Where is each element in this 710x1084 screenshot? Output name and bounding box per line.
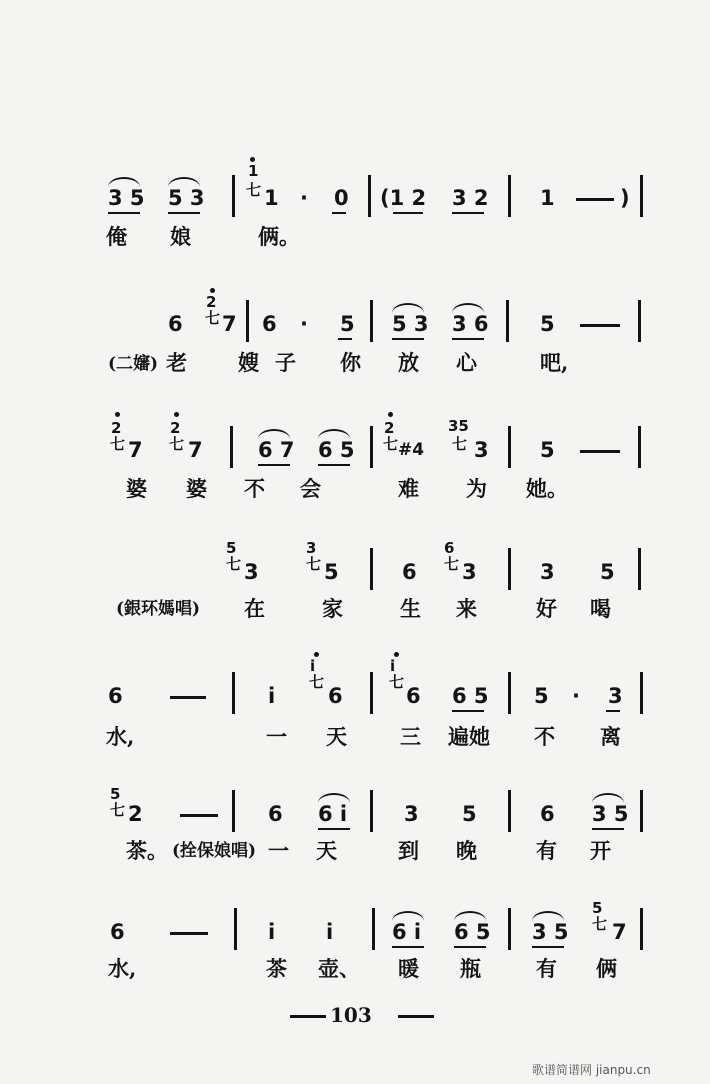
lyric: 会 [300, 476, 321, 501]
barline [508, 790, 511, 832]
grace-symbol: 七 [246, 181, 262, 199]
score-system-1 [0, 150, 710, 260]
lyric: 俺 [106, 224, 127, 249]
underline [258, 464, 290, 466]
note: 6 [110, 920, 125, 944]
note: 6 [540, 802, 555, 826]
barline [370, 300, 373, 342]
lyric: 老 [166, 350, 187, 375]
grace-symbol: 七 [383, 435, 399, 453]
sustain-dash [580, 324, 620, 327]
note: i [268, 684, 276, 708]
note: 1 [540, 186, 555, 210]
grace-note: i [390, 657, 396, 675]
barline [370, 426, 373, 468]
underline [318, 464, 350, 466]
page-number-rule-left [290, 1015, 326, 1018]
note-group: 3 5 [532, 920, 569, 944]
grace-note: 1 [248, 162, 259, 180]
grace-symbol: 七 [169, 435, 185, 453]
grace-symbol: 七 [389, 673, 405, 691]
grace-note: 3 [306, 539, 317, 557]
grace-note: 5 [226, 539, 237, 557]
barline [234, 908, 237, 950]
lyric: 茶。 [126, 838, 168, 863]
dot-extension: · [300, 312, 308, 336]
underline [393, 212, 423, 214]
barline [370, 548, 373, 590]
note: 6 [406, 684, 421, 708]
note: 6 [262, 312, 277, 336]
singer-role: (拴保娘唱) [172, 841, 257, 861]
lyric: 暖 [398, 956, 419, 981]
barline [232, 672, 235, 714]
barline [372, 908, 375, 950]
sustain-dash [576, 198, 614, 201]
lyric: 俩 [596, 956, 617, 981]
lyric: 三 [400, 724, 421, 749]
lyric: 在 [244, 596, 265, 621]
barline [508, 175, 511, 217]
dot-extension: · [300, 186, 308, 210]
note-group: 6 5 [318, 438, 355, 462]
note-group: 6 5 [452, 684, 489, 708]
barline [246, 300, 249, 342]
grace-note: 2 [111, 419, 122, 437]
lyric: 天 [316, 838, 337, 863]
underline [108, 212, 140, 214]
score-system-5 [0, 652, 710, 762]
note-group: 6 i [318, 802, 348, 826]
grace-note: 6 [444, 539, 455, 557]
grace-symbol: 七 [452, 435, 468, 453]
note: 3 [608, 684, 623, 708]
underline [592, 828, 624, 830]
lyric: 不 [534, 724, 555, 749]
underline [454, 946, 486, 948]
lyric: 有 [536, 956, 557, 981]
barline [508, 548, 511, 590]
barline [640, 908, 643, 950]
underline [452, 212, 484, 214]
score-system-2 [0, 288, 710, 398]
lyric: 嫂子 [238, 350, 312, 375]
grace-symbol: 七 [309, 673, 325, 691]
score-system-6 [0, 780, 710, 890]
lyric: 一 [266, 724, 287, 749]
lyric: 晚 [456, 838, 477, 863]
barline [640, 790, 643, 832]
note: 3 [244, 560, 259, 584]
lyric: 开 [590, 838, 611, 863]
sustain-dash [580, 450, 620, 453]
underline [452, 338, 484, 340]
lyric: 来 [456, 596, 477, 621]
note: 5 [534, 684, 549, 708]
grace-symbol: 七 [226, 555, 242, 573]
lyric: 壶、 [318, 956, 360, 981]
note: 3 [540, 560, 555, 584]
note: 5 [324, 560, 339, 584]
barline [638, 426, 641, 468]
grace-note: 2 [384, 419, 395, 437]
page-number: 103 [330, 1003, 372, 1027]
lyric: 不 [244, 476, 265, 501]
underline [606, 710, 620, 712]
barline [638, 548, 641, 590]
underline [332, 212, 346, 214]
sustain-dash [170, 696, 206, 699]
note: 6 [168, 312, 183, 336]
paren: ) [620, 186, 630, 210]
note: 5 [600, 560, 615, 584]
barline [640, 175, 643, 217]
barline [232, 175, 235, 217]
page-number-rule-right [398, 1015, 434, 1018]
score-system-3 [0, 412, 710, 522]
note-group: 3 6 [452, 312, 489, 336]
grace-symbol: 七 [205, 309, 221, 327]
note: 6 [402, 560, 417, 584]
sustain-dash [170, 932, 208, 935]
lyric: 吧, [540, 350, 569, 375]
grace-note: 2 [206, 293, 217, 311]
lyric: 有 [536, 838, 557, 863]
note: 6 [108, 684, 123, 708]
barline [368, 175, 371, 217]
note-group: 3 2 [452, 186, 489, 210]
lyric: 好 [536, 596, 557, 621]
lyric: 婆 [126, 476, 147, 501]
lyric: 茶 [266, 956, 287, 981]
underline [392, 338, 424, 340]
barline [508, 672, 511, 714]
high-dot [174, 412, 179, 417]
grace-symbol: 七 [592, 915, 608, 933]
barline [370, 790, 373, 832]
note: i [326, 920, 334, 944]
note: i [268, 920, 276, 944]
note: 2 [128, 802, 143, 826]
note-group: 5 3 [168, 186, 205, 210]
note-group: 3 5 [108, 186, 145, 210]
note: 6 [268, 802, 283, 826]
lyric: 天 [326, 724, 347, 749]
note-group: 6 7 [258, 438, 295, 462]
note: 1 [264, 186, 279, 210]
lyric: 离 [600, 724, 621, 749]
underline [452, 710, 484, 712]
lyric: 俩。 [258, 224, 300, 249]
lyric: 婆 [186, 476, 207, 501]
note: 7 [188, 438, 203, 462]
note-group: 5 3 [392, 312, 429, 336]
lyric: 到 [398, 838, 419, 863]
score-system-4 [0, 538, 710, 648]
barline [640, 672, 643, 714]
lyric: 难 [398, 476, 419, 501]
note: 3 [462, 560, 477, 584]
rest: 0 [334, 186, 349, 210]
barline [508, 908, 511, 950]
underline [318, 828, 350, 830]
lyric: 一 [268, 838, 289, 863]
note-group: (1 2 [380, 186, 427, 210]
lyric: 为 [466, 476, 487, 501]
grace-note: 5 [592, 899, 603, 917]
lyric: 放 [398, 350, 419, 375]
note-group: 6 i [392, 920, 422, 944]
note-group: 3 5 [592, 802, 629, 826]
note-group: 6 5 [454, 920, 491, 944]
sustain-dash [180, 814, 218, 817]
watermark: 歌谱简谱网 jianpu.cn [532, 1063, 651, 1077]
note: 5 [540, 438, 555, 462]
lyric: 家 [322, 596, 343, 621]
grace-symbol: 七 [306, 555, 322, 573]
underline [338, 338, 352, 340]
lyric: 你 [340, 350, 361, 375]
score-system-7 [0, 898, 710, 1008]
lyric: 瓶 [460, 956, 481, 981]
lyric: 水, [106, 724, 135, 749]
lyric: 遍她 [448, 724, 490, 749]
note: 3 [474, 438, 489, 462]
singer-role: (銀环媽唱) [116, 599, 201, 619]
barline [232, 790, 235, 832]
high-dot [115, 412, 120, 417]
underline [532, 946, 564, 948]
grace-note: i [310, 657, 316, 675]
grace-symbol: 七 [110, 801, 126, 819]
barline [508, 426, 511, 468]
lyric: 喝 [590, 596, 611, 621]
note: 7 [128, 438, 143, 462]
lyric: 她。 [526, 476, 568, 501]
grace-note: 35 [448, 417, 469, 435]
note: #4 [398, 440, 425, 460]
grace-symbol: 七 [110, 435, 126, 453]
note: 6 [328, 684, 343, 708]
note: 5 [540, 312, 555, 336]
lyric: 水, [108, 956, 137, 981]
dot-extension: · [572, 684, 580, 708]
grace-symbol: 七 [444, 555, 460, 573]
singer-role: (二嬸) [108, 354, 159, 374]
note: 5 [340, 312, 355, 336]
barline [638, 300, 641, 342]
high-dot [388, 412, 393, 417]
note: 3 [404, 802, 419, 826]
note: 7 [222, 312, 237, 336]
underline [168, 212, 200, 214]
note: 7 [612, 920, 627, 944]
note: 5 [462, 802, 477, 826]
grace-note: 2 [170, 419, 181, 437]
lyric: 心 [456, 350, 477, 375]
lyric: 生 [400, 596, 421, 621]
lyric: 娘 [170, 224, 191, 249]
barline [370, 672, 373, 714]
grace-note: 5 [110, 785, 121, 803]
barline [230, 426, 233, 468]
barline [506, 300, 509, 342]
underline [392, 946, 424, 948]
